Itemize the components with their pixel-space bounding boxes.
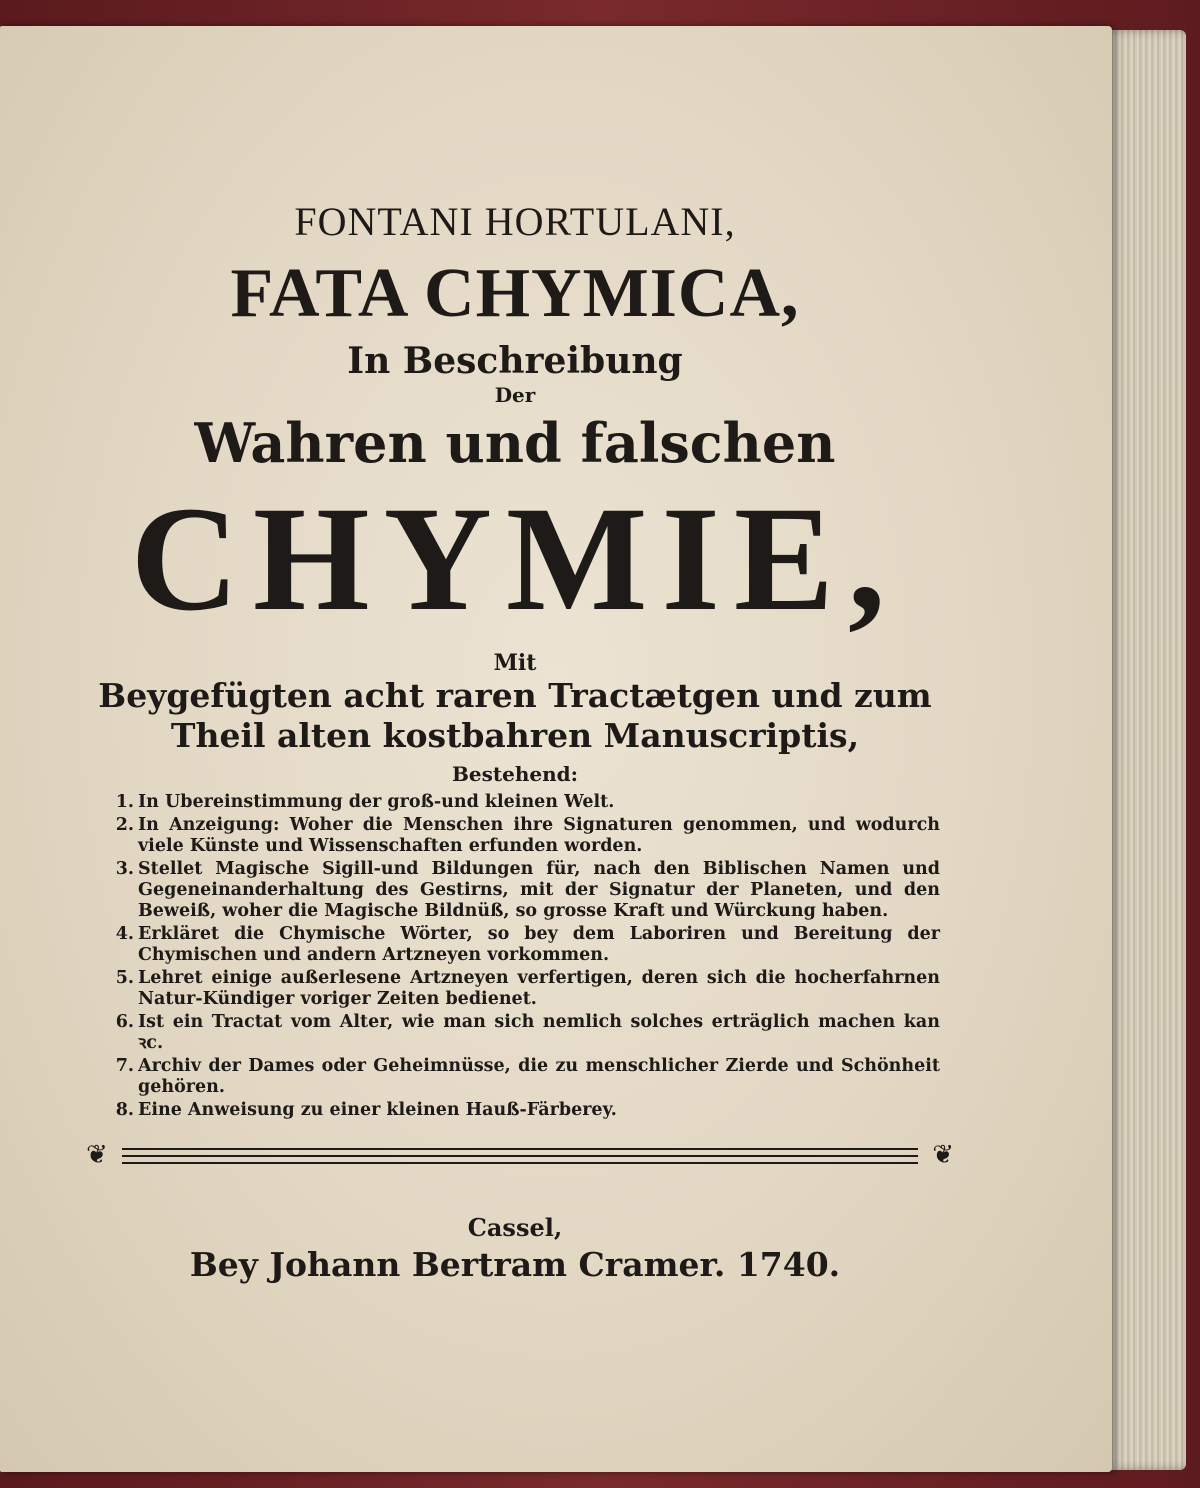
- imprint-place: Cassel,: [467, 1213, 563, 1242]
- ornamental-rule: [80, 1139, 960, 1173]
- item-number: 5.: [115, 968, 134, 988]
- subtitle-line-2: Der: [494, 383, 536, 407]
- item-number: 8.: [115, 1100, 134, 1120]
- item-text: Archiv der Dames oder Geheimnüsse, die zu menschlicher Zierde und Schönheit gehören.: [138, 1056, 940, 1097]
- item-text: Erkläret die Chymische Wörter, so bey dem Laboriren und Bereitung der Chymischen und andern Artzneyen vorkommen.: [138, 924, 940, 965]
- description-line-1: Beygefügten acht raren Tractætgen und zum: [98, 676, 932, 715]
- chymie-heading: CHYMIE,: [130, 476, 900, 642]
- list-item: [90, 1100, 940, 1121]
- bestehend-heading: Bestehend:: [451, 762, 579, 786]
- item-text: Ist ein Tractat vom Alter, wie man sich nemlich solches erträglich machen kan ꝛc.: [138, 1012, 940, 1053]
- list-item: [90, 792, 940, 813]
- item-number: 2.: [115, 815, 134, 835]
- page-edges: [1100, 30, 1186, 1470]
- item-text: In Ubereinstimmung der groß-und kleinen Welt.: [138, 792, 615, 812]
- item-text: Stellet Magische Sigill-und Bildungen für, nach den Biblischen Namen und Gegeneinanderhaltung des Gestirns, mit der Signatur der Planeten, und den Beweiß, woher die Magische Bildnüß, so grosse Kraft und Würckung haben.: [138, 859, 940, 921]
- item-number: 7.: [115, 1056, 134, 1076]
- title-page: [0, 26, 1112, 1472]
- list-item: [90, 815, 940, 857]
- fleuron-left-icon: ❦: [86, 1140, 108, 1170]
- contents-list: [90, 792, 940, 1121]
- item-text: In Anzeigung: Woher die Menschen ihre Signaturen genommen, und wodurch viele Künste und Wissenschaften erfunden worden.: [138, 815, 940, 856]
- list-item: [90, 924, 940, 966]
- main-title: FATA CHYMICA,: [230, 255, 800, 332]
- fleuron-right-icon: ❦: [932, 1140, 954, 1170]
- list-item: [90, 1056, 940, 1098]
- list-item: [90, 1012, 940, 1054]
- subtitle-line-1: In Beschreibung: [347, 340, 683, 382]
- subtitle-line-3: Wahren und falschen: [194, 411, 836, 475]
- item-text: Eine Anweisung zu einer kleinen Hauß-Färberey.: [138, 1100, 617, 1120]
- imprint-printer: Bey Johann Bertram Cramer. 1740.: [189, 1245, 841, 1284]
- item-text: Lehret einige außerlesene Artzneyen verfertigen, deren sich die hocherfahrnen Natur-Kündiger voriger Zeiten bedienet.: [138, 968, 940, 1009]
- item-number: 4.: [115, 924, 134, 944]
- item-number: 1.: [115, 792, 134, 812]
- description-line-2: Theil alten kostbahren Manuscriptis,: [170, 716, 860, 755]
- list-item: [90, 859, 940, 922]
- mit-line: Mit: [493, 650, 537, 676]
- author-line: FONTANI HORTULANI,: [294, 199, 736, 244]
- item-number: 6.: [115, 1012, 134, 1032]
- item-number: 3.: [115, 859, 134, 879]
- title-page-text: [86, 166, 954, 1285]
- list-item: [90, 968, 940, 1010]
